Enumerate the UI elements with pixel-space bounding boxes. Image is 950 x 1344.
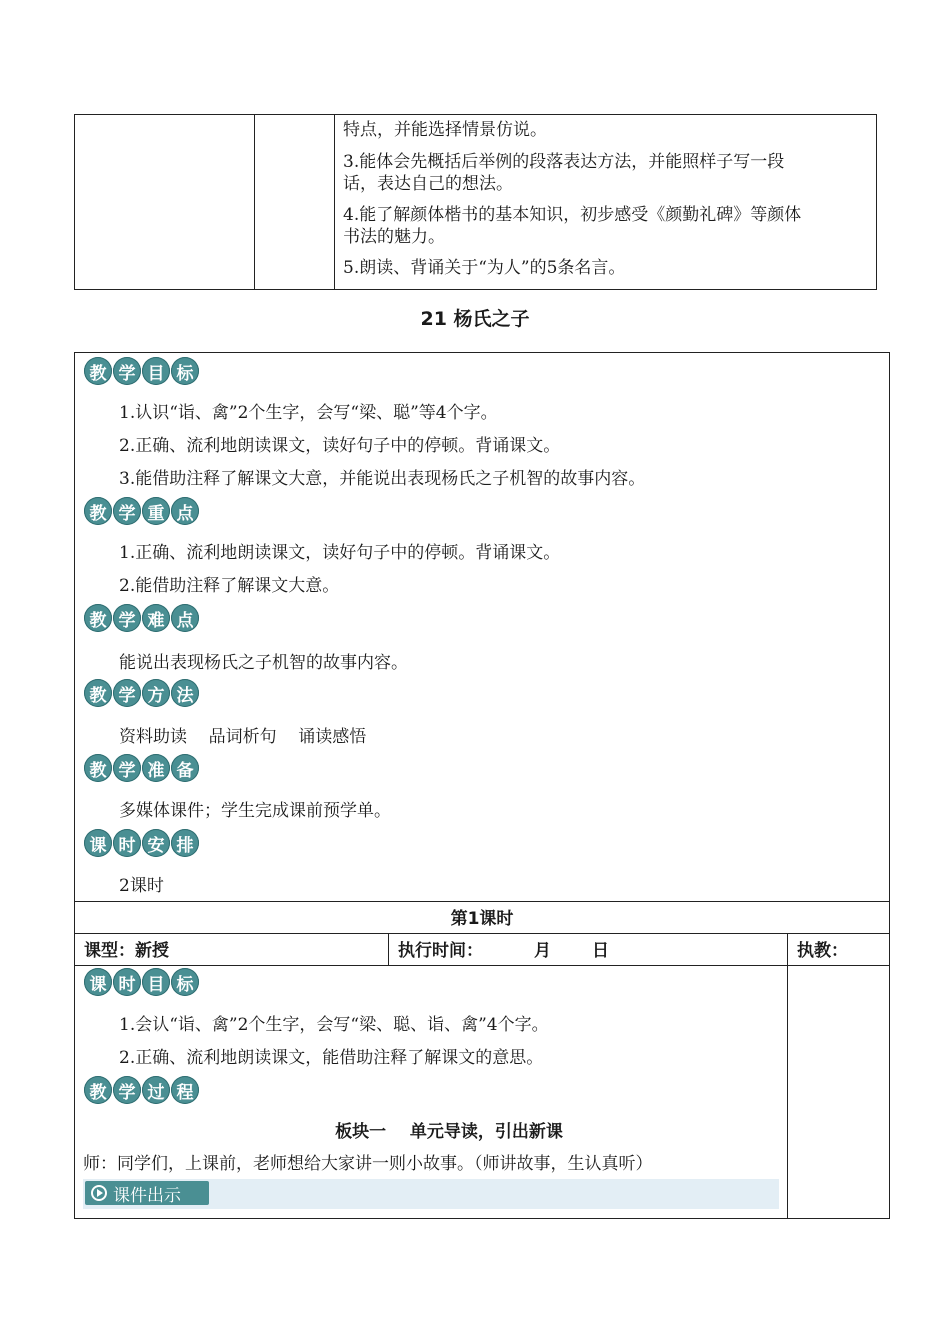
badge-char: 点 — [171, 497, 199, 525]
badge-char: 排 — [171, 829, 199, 857]
badge-teaching-process — [84, 1076, 199, 1104]
period-goal-item: 1.会认“诣、禽”2个生字，会写“梁、聪、诣、禽”4个字。 — [119, 1015, 549, 1035]
table-column-divider — [334, 115, 335, 289]
teacher-dialogue: 师：同学们，上课前，老师想给大家讲一则小故事。（师讲故事，生认真听） — [83, 1154, 653, 1174]
key-point-item: 2.能借助注释了解课文大意。 — [119, 576, 340, 596]
badge-char: 学 — [113, 754, 141, 782]
badge-char: 安 — [142, 829, 170, 857]
badge-char: 法 — [171, 679, 199, 707]
objectives-continuation-table — [74, 114, 877, 290]
period-title: 第1课时 — [450, 909, 514, 929]
schedule-text: 2课时 — [119, 876, 164, 896]
badge-char: 课 — [84, 968, 112, 996]
badge-char: 学 — [113, 357, 141, 385]
badge-char: 时 — [113, 829, 141, 857]
day-label: 日 — [592, 941, 609, 961]
badge-char: 学 — [113, 497, 141, 525]
block-title: 板块一 单元导读，引出新课 — [335, 1122, 563, 1142]
lesson-title: 21 杨氏之子 — [420, 308, 530, 330]
row-divider — [75, 965, 787, 966]
objectives-continuation-text — [343, 119, 868, 288]
methods-text: 资料助读 品词析句 诵读感悟 — [119, 727, 367, 747]
badge-char: 难 — [142, 604, 170, 632]
preparation-text: 多媒体课件；学生完成课前预学单。 — [119, 801, 391, 821]
badge-char: 教 — [84, 357, 112, 385]
badge-methods — [84, 679, 199, 707]
courseware-tag[interactable] — [85, 1181, 209, 1205]
cell-divider — [388, 933, 389, 965]
badge-char: 点 — [171, 604, 199, 632]
badge-char: 教 — [84, 754, 112, 782]
badge-char: 教 — [84, 679, 112, 707]
badge-teaching-goals — [84, 357, 199, 385]
key-point-item: 1.正确、流利地朗读课文，读好句子中的停顿。背诵课文。 — [119, 543, 561, 563]
badge-difficulties — [84, 604, 199, 632]
courseware-label: 课件出示 — [113, 1185, 181, 1206]
row-divider — [787, 965, 889, 966]
badge-schedule — [84, 829, 199, 857]
badge-char: 过 — [142, 1076, 170, 1104]
badge-char: 目 — [142, 968, 170, 996]
difficulty-text: 能说出表现杨氏之子机智的故事内容。 — [119, 653, 408, 673]
goal-item: 1.认识“诣、禽”2个生字，会写“梁、聪”等4个字。 — [119, 403, 498, 423]
badge-preparation — [84, 754, 199, 782]
badge-char: 方 — [142, 679, 170, 707]
badge-char: 教 — [84, 604, 112, 632]
row-divider — [75, 933, 889, 934]
badge-char: 教 — [84, 497, 112, 525]
courseware-bar — [83, 1179, 779, 1209]
objective-line: 特点，并能选择情景仿说。 — [343, 120, 547, 140]
objective-line: 5.朗读、背诵关于“为人”的5条名言。 — [343, 258, 626, 278]
badge-char: 学 — [113, 679, 141, 707]
month-label: 月 — [534, 941, 551, 961]
objective-line: 3.能体会先概括后举例的段落表达方法，并能照样子写一段 — [343, 152, 785, 172]
badge-char: 程 — [171, 1076, 199, 1104]
badge-key-points — [84, 497, 199, 525]
badge-char: 学 — [113, 1076, 141, 1104]
row-divider — [75, 901, 889, 902]
lesson-type: 课型：新授 — [84, 941, 169, 961]
badge-char: 课 — [84, 829, 112, 857]
goal-item: 3.能借助注释了解课文大意，并能说出表现杨氏之子机智的故事内容。 — [119, 469, 646, 489]
badge-char: 目 — [142, 357, 170, 385]
badge-char: 标 — [171, 968, 199, 996]
badge-char: 标 — [171, 357, 199, 385]
badge-char: 准 — [142, 754, 170, 782]
badge-char: 备 — [171, 754, 199, 782]
lesson-plan-table — [74, 352, 890, 1219]
badge-period-goals — [84, 968, 199, 996]
badge-char: 教 — [84, 1076, 112, 1104]
badge-char: 时 — [113, 968, 141, 996]
objective-line: 书法的魅力。 — [343, 227, 445, 247]
badge-char: 重 — [142, 497, 170, 525]
objective-line: 话，表达自己的想法。 — [343, 174, 513, 194]
cell-divider — [787, 933, 788, 1219]
play-icon — [91, 1185, 107, 1201]
objective-line: 4.能了解颜体楷书的基本知识，初步感受《颜勤礼碑》等颜体 — [343, 205, 802, 225]
table-column-divider — [254, 115, 255, 289]
badge-char: 学 — [113, 604, 141, 632]
teacher-label: 执教： — [797, 941, 848, 961]
execution-time-label: 执行时间： — [398, 941, 483, 961]
period-goal-item: 2.正确、流利地朗读课文，能借助注释了解课文的意思。 — [119, 1048, 544, 1068]
goal-item: 2.正确、流利地朗读课文，读好句子中的停顿。背诵课文。 — [119, 436, 561, 456]
